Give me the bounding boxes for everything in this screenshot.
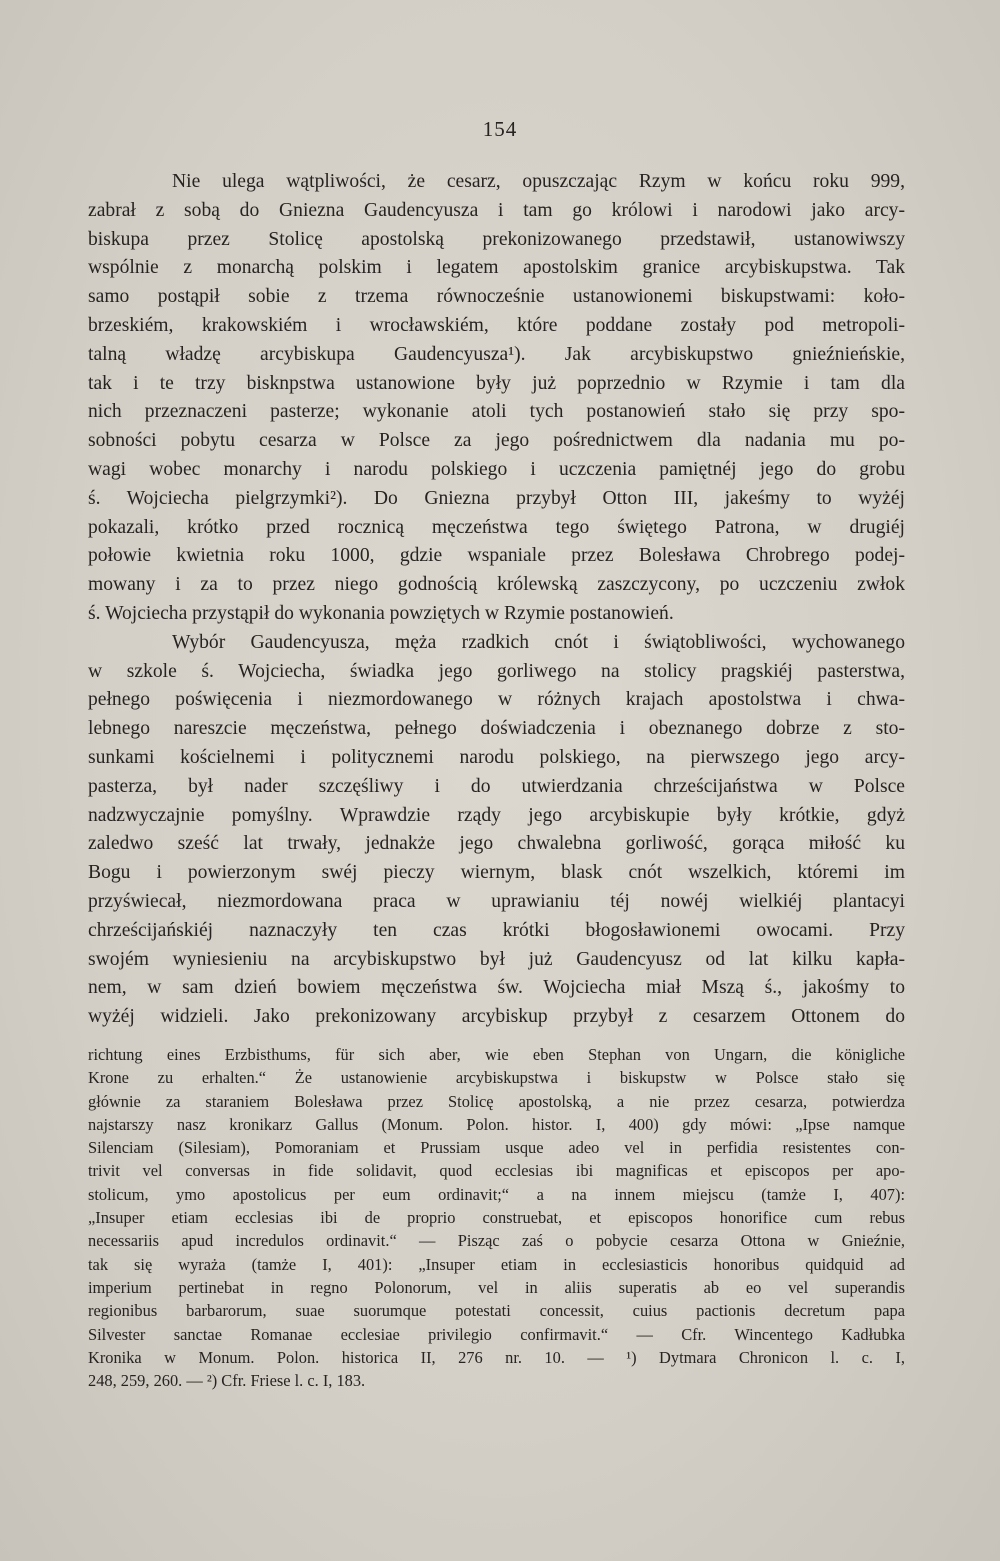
body-line: wspólnie z monarchą polskim i legatem apostolskim granice arcybiskupstwa. Tak [88,257,905,279]
footnote-line: głównie za staraniem Bolesława przez Stolicę apostolską, a nie przez cesarza, potwierdza [88,1091,905,1111]
body-line: brzeskiém, krakowskiém i wrocławskiém, które poddane zostały pod metropoli- [88,314,905,336]
footnote-line: Krone zu erhalten.“ Że ustanowienie arcybiskupstwa i biskupstw w Polsce stało się [88,1068,905,1088]
footnote-line: richtung eines Erzbisthums, für sich aber, wie eben Stephan von Ungarn, die königliche [88,1045,905,1064]
body-line: tak i te trzy bisknpstwa ustanowione były już poprzednio w Rzymie i tam dla [88,372,905,394]
body-line: samo postąpił sobie z trzema równocześnie ustanowionemi biskupstwami: koło- [88,286,905,308]
body-line: chrześcijańskiéj naznaczyły ten czas krótki błogosławionemi owocami. Przy [88,919,905,941]
body-line: talną władzę arcybiskupa Gaudencyusza¹). Jak arcybiskupstwo gnieźnieńskie, [88,343,905,365]
footnote-line: Silvester sanctae Romanae ecclesiae privilegio confirmavit.“ — Cfr. Wincentego Kadłubka [88,1324,905,1344]
body-line: nadzwyczajnie pomyślny. Wprawdzie rządy jego arcybiskupie były krótkie, gdyż [88,804,905,826]
body-line: ś. Wojciecha przystąpił do wykonania powziętych w Rzymie postanowień. [88,602,674,624]
body-line: biskupa przez Stolicę apostolską prekonizowanego przedstawił, ustanowiwszy [88,228,905,250]
page-number: 154 [482,117,518,141]
body-line: przyświecał, niezmordowana praca w uprawianiu téj nowéj wielkiéj plantacyi [88,890,905,912]
body-line: nem, w sam dzień bowiem męczeństwa św. Wojciecha miał Mszą ś., jakośmy to [88,977,905,999]
body-line: lebnego nareszcie męczeństwa, pełnego doświadczenia i obeznanego dobrze z sto- [88,718,905,740]
body-line: ś. Wojciecha pielgrzymki²). Do Gniezna przybył Otton III, jakeśmy to wyżéj [88,487,905,509]
footnote-line: „Insuper etiam ecclesias ibi de proprio construebat, et episcopos honorifice cum rebus [88,1208,905,1228]
body-line: pokazali, krótko przed rocznicą męczeństwa tego świętego Patrona, w drugiéj [88,516,905,538]
body-line: Wybór Gaudencyusza, męża rzadkich cnót i świątobliwości, wychowanego [172,631,905,653]
footnote-line: trivit vel conversas in fide solidavit, quod ecclesias ibi magnificas et episcopos per apo- [88,1161,905,1181]
footnote-line: stolicum, ymo apostolicus per eum ordinavit;“ a na innem miejscu (tamże I, 407): [88,1184,905,1204]
body-line: mowany i za to przez niego godnością królewską zaszczycony, po uczczeniu zwłok [88,574,905,596]
footnotes [88,1043,905,1392]
body-line: pełnego poświęcenia i niezmordowanego w różnych krajach apostolstwa i chwa- [88,689,905,711]
footnote-line: Silenciam (Silesiam), Pomoraniam et Prussiam usque adeo vel in perfidia resistentes con- [88,1138,905,1158]
body-line: zaledwo sześć lat trwały, jednakże jego chwalebna gorliwość, gorąca miłość ku [88,833,905,855]
footnote-line: necessariis apud incredulos ordinavit.“ — Pisząc zaś o pobycie cesarza Ottona w Gnieźnie, [88,1231,905,1251]
footnote-line: tak się wyraża (tamże I, 401): „Insuper etiam in ecclesiasticis honoribus quidquid ad [88,1254,905,1274]
footnote-line: najstarszy nasz kronikarz Gallus (Monum. Polon. histor. I, 400) gdy mówi: „Ipse namque [88,1114,905,1134]
footnote-line: 248, 259, 260. — ²) Cfr. Friese l. c. I, 183. [88,1371,366,1391]
footnote-line: regionibus barbarorum, suae suorumque potestati concessit, cuius pactionis decretum papa [88,1301,905,1321]
body-line: wyżéj widzieli. Jako prekonizowany arcybiskup przybył z cesarzem Ottonem do [88,1006,905,1028]
body-line: nich przeznaczeni pasterze; wykonanie atoli tych postanowień stało się przy spo- [88,401,905,423]
body-line: Bogu i powierzonym swéj pieczy wiernym, blask cnót wszelkich, któremi im [88,862,905,884]
body-line: połowie kwietnia roku 1000, gdzie wspaniale przez Bolesława Chrobrego podej- [88,545,905,567]
body-text [88,168,905,1032]
body-line: wagi wobec monarchy i narodu polskiego i uczczenia pamiętnéj jego do grobu [88,458,905,480]
footnote-line: Kronika w Monum. Polon. historica II, 276 nr. 10. — ¹) Dytmara Chronicon l. c. I, [88,1347,905,1367]
body-line: Nie ulega wątpliwości, że cesarz, opuszczając Rzym w końcu roku 999, [172,171,905,192]
body-line: swojém wyniesieniu na arcybiskupstwo był już Gaudencyusz od lat kilku kapła- [88,948,905,970]
body-line: sobności pobytu cesarza w Polsce za jego pośrednictwem dla nadania mu po- [88,430,905,452]
footnote-line: imperium pertinebat in regno Polonorum, vel in aliis superatis ab eo vel superandis [88,1277,905,1297]
body-line: pasterza, był nader szczęśliwy i do utwierdzania chrześcijaństwa w Polsce [88,775,905,797]
body-line: sunkami kościelnemi i politycznemi narodu polskiego, na pierwszego jego arcy- [88,746,905,768]
body-line: zabrał z sobą do Gniezna Gaudencyusza i tam go królowi i narodowi jako arcy- [88,199,905,221]
body-line: w szkole ś. Wojciecha, świadka jego gorliwego na stolicy pragskiéj pasterstwa, [88,660,905,682]
